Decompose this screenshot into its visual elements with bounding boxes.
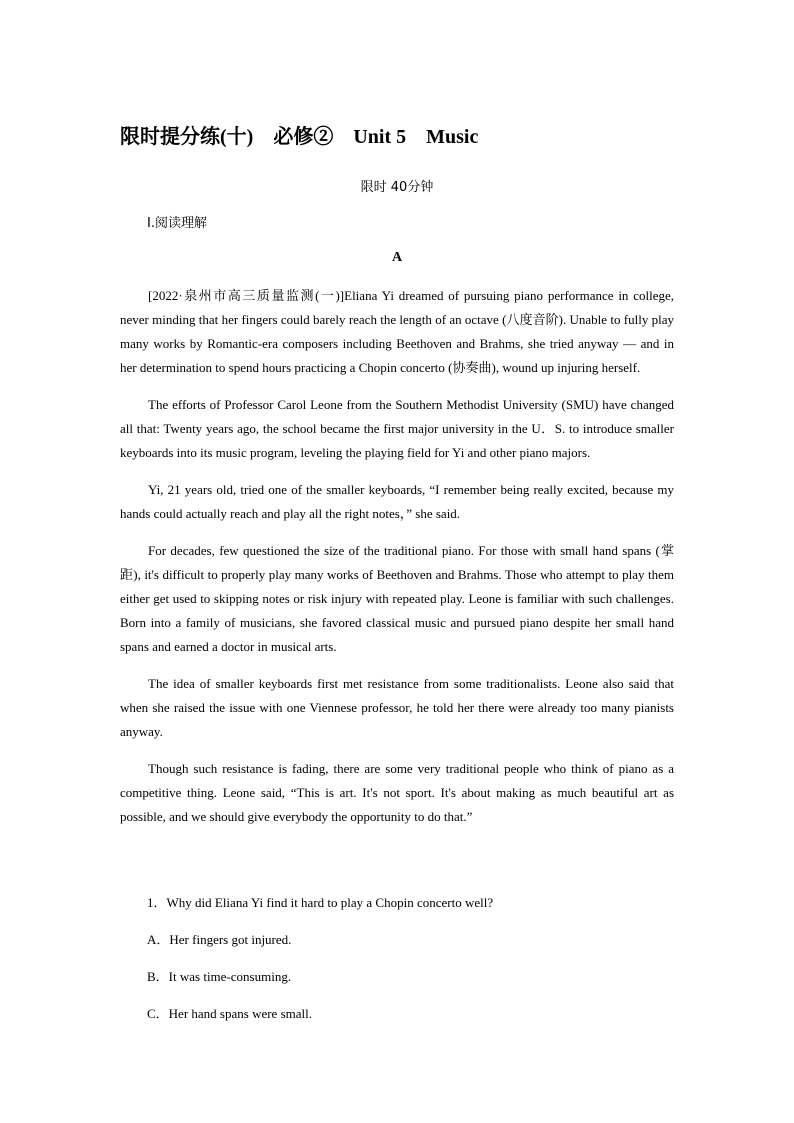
- question-list: [147, 891, 674, 1039]
- paragraph: Though such resistance is fading, there are some very traditional people who think of piano as a competitive thing. Leone said, “This is art. It's not sport. It's about making as much beautiful art as possible, and we should give everybody the opportunity to do that.”: [120, 761, 674, 824]
- paragraph: [2022·泉州市高三质量监测(一)]Eliana Yi dreamed of pursuing piano performance in college, never minding that her fingers could barely reach the length of an octave (八度音阶). Unable to fully play many works by Romantic-era composers including Beethoven and Brahms, she tried anyway — and in her determination to spend hours practicing a Chopin concerto (协奏曲), wound up injuring herself.: [120, 288, 674, 375]
- passage-label: A: [391, 250, 403, 265]
- answer-option-b: B．It was time-consuming.: [147, 969, 292, 984]
- paragraph: Yi, 21 years old, tried one of the smaller keyboards, “I remember being really excited, because my hands could actually reach and play all the right notes，” she said.: [120, 482, 674, 521]
- paragraph: The idea of smaller keyboards first met resistance from some traditionalists. Leone also said that when she raised the issue with one Viennese professor, he told her there were already too many pianists anyway.: [120, 676, 674, 739]
- paragraph: For decades, few questioned the size of the traditional piano. For those with small hand spans (掌距), it's difficult to properly play many works of Beethoven and Brahms. Those who attempt to play them either get used to skipping notes or risk injury with repeated play. Leone is familiar with such challenges. Born into a family of musicians, she favored classical music and pursued piano despite her small hand spans and earned a doctor in musical arts.: [120, 543, 674, 654]
- passage-body: [120, 284, 674, 842]
- answer-option-a: A．Her fingers got injured.: [147, 932, 292, 947]
- answer-option-c: C．Her hand spans were small.: [147, 1006, 312, 1021]
- question-stem: 1．Why did Eliana Yi find it hard to play a Chopin concerto well?: [147, 895, 494, 910]
- paragraph: The efforts of Professor Carol Leone from the Southern Methodist University (SMU) have changed all that: Twenty years ago, the school became the first major university in the U．S. to introduce smaller keyboards into its music program, leveling the playing field for Yi and other piano majors.: [120, 397, 674, 460]
- time-limit-text: 限时 40分钟: [360, 180, 434, 195]
- section-heading: Ⅰ.阅读理解: [147, 216, 207, 231]
- page-title: 限时提分练(十) 必修② Unit 5 Music: [120, 126, 479, 148]
